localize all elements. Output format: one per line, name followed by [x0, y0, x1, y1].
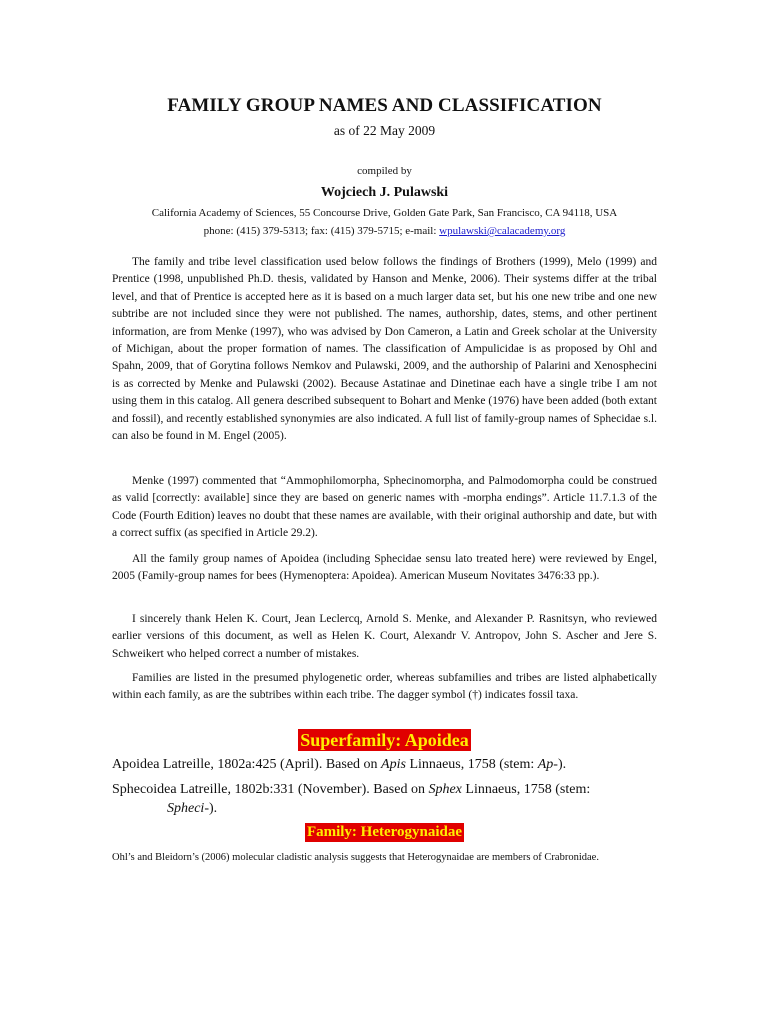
author-name: Wojciech J. Pulawski [320, 185, 449, 200]
family-note: Ohl’s and Bleidorn’s (2006) molecular cladistic analysis suggests that Heterogynaidae are members of Crabronidae. [112, 852, 599, 863]
superfamily-heading [112, 729, 657, 751]
author-contact [112, 225, 657, 237]
family-heading [112, 823, 657, 842]
sphecoidea-entry-text-2: Linnaeus, 1758 (stem: [461, 782, 591, 797]
sphecoidea-entry-text: Sphecoidea Latreille, 1802b:331 (November). Based on [112, 782, 429, 797]
page-title: FAMILY GROUP NAMES AND CLASSIFICATION [167, 95, 602, 116]
ordering-paragraph: Families are listed in the presumed phylogenetic order, whereas subfamilies and tribes are listed alphabetically within each family, as are the subtribes within each tribe. The dagger symbol (†) indicates fossil taxa. [112, 672, 657, 702]
sphecoidea-entry [112, 780, 657, 818]
sphecoidea-entry-continuation [112, 799, 657, 818]
intro-paragraph: The family and tribe level classification used below follows the findings of Brothers (1999), Melo (1999) and Prentice (1998, unpublished Ph.D. thesis, validated by Hanson and Menke, 2006). Their systems differ at the tribal level, and that of Prentice is accepted here as it is based on a much larger data set, but his one new tribe and one new subtribe are not included since they were not published. The names, authorship, dates, stems, and other pertinent information, are from Menke (1997), who was advised by Don Cameron, a Latin and Greek scholar at the University of Michigan, about the proper formation of names. The classification of Ampulicidae is as proposed by Ohl and Spahn, 2009, that of Gorytina follows Nemkov and Pulawski, 2009, and the authorship of Palarini and Xenosphecini is as corrected by Menke and Pulawski (2002). Because Astatinae and Dinetinae each have a single tribe I am not using them in this catalog. All genera described subsequent to Bohart and Menke (1976) have been added (both extant and fossil), and recently established synonymies are also indicated. A full list of family-group names of Sphecidae s.l. can also be found in M. Engel (2005). [112, 256, 657, 443]
date-subtitle: as of 22 May 2009 [333, 123, 436, 138]
email-link[interactable]: wpulawski@calacademy.org [439, 225, 566, 237]
apoidea-entry-text: Apoidea Latreille, 1802a:425 (April). Based on [112, 757, 382, 772]
contact-phone-fax: phone: (415) 379-5313; fax: (415) 379-5715; e-mail: [203, 225, 440, 237]
sphecoidea-stem: Spheci- [167, 801, 209, 816]
apoidea-stem: Ap- [537, 757, 558, 772]
sphecoidea-entry-end: ). [208, 801, 218, 816]
engel-paragraph: All the family group names of Apoidea (including Sphecidae sensu lato treated here) were reviewed by Engel, 2005 (Family-group names for bees (Hymenoptera: Apoidea). American Museum Novitates 3476:33 pp.). [112, 553, 657, 583]
apoidea-entry [112, 755, 657, 774]
family-heading-label: Family: Heterogynaidae [306, 824, 463, 840]
sphecoidea-genus: Sphex [428, 782, 462, 797]
apoidea-genus: Apis [381, 757, 406, 772]
superfamily-heading-label: Superfamily: Apoidea [300, 730, 469, 750]
compiled-by-label: compiled by [357, 165, 412, 177]
apoidea-entry-text-2: Linnaeus, 1758 (stem: [405, 757, 538, 772]
author-affiliation: California Academy of Sciences, 55 Concourse Drive, Golden Gate Park, San Francisco, CA 94118, USA [151, 207, 618, 219]
acknowledgements-paragraph: I sincerely thank Helen K. Court, Jean Leclercq, Arnold S. Menke, and Alexander P. Rasnitsyn, who reviewed earlier versions of this document, as well as Helen K. Court, Alexandr V. Antropov, John S. Ascher and Jere S. Schweikert who helped correct a number of mistakes. [112, 613, 657, 660]
apoidea-entry-end: ). [557, 757, 567, 772]
menke-paragraph: Menke (1997) commented that “Ammophilomorpha, Sphecinomorpha, and Palmodomorpha could be construed as valid [correctly: available] since they are based on generic names with -morpha endings”. Article 11.7.1.3 of the Code (Fourth Edition) leaves no doubt that these names are available, with their original authorship and date, but with a correct suffix (as specified in Article 29.2). [112, 475, 657, 540]
